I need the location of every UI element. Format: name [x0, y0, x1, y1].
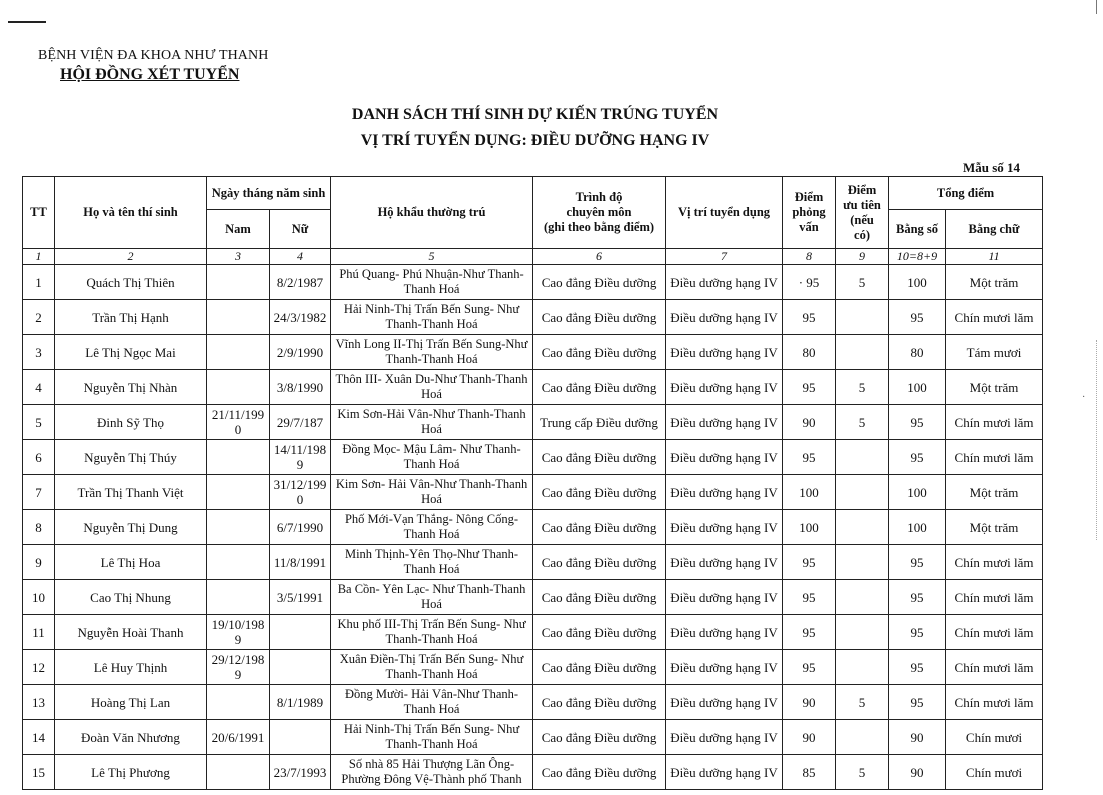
dob-male	[207, 440, 270, 475]
dob-male	[207, 545, 270, 580]
column-number: 7	[666, 249, 783, 265]
candidate-name: Hoàng Thị Lan	[55, 685, 207, 720]
header-priority-l1: Điểm	[847, 182, 877, 197]
total-score: 90	[889, 755, 946, 790]
qualification: Cao đẳng Điều dưỡng	[533, 755, 666, 790]
dob-female: 6/7/1990	[270, 510, 331, 545]
interview-score: 95	[783, 615, 836, 650]
qualification: Cao đẳng Điều dưỡng	[533, 615, 666, 650]
permanent-address: Đồng Mười- Hải Vân-Như Thanh-Thanh Hoá	[331, 685, 533, 720]
dob-male: 20/6/1991	[207, 720, 270, 755]
dob-male	[207, 300, 270, 335]
total-score: 100	[889, 370, 946, 405]
total-score-words: Tám mươi	[946, 335, 1043, 370]
total-score: 80	[889, 335, 946, 370]
priority-score: 5	[836, 370, 889, 405]
permanent-address: Ba Cồn- Yên Lạc- Như Thanh-Thanh Hoá	[331, 580, 533, 615]
document-title: DANH SÁCH THÍ SINH DỰ KIẾN TRÚNG TUYỂN	[351, 106, 719, 123]
position-applied: Điều dưỡng hạng IV	[666, 510, 783, 545]
row-number: 7	[23, 475, 55, 510]
table-row	[23, 545, 1043, 580]
total-score: 95	[889, 580, 946, 615]
priority-score: 5	[836, 265, 889, 300]
column-number: 4	[270, 249, 331, 265]
permanent-address: Hải Ninh-Thị Trấn Bến Sung- Như Thanh-Thanh Hoá	[331, 720, 533, 755]
table-row	[23, 650, 1043, 685]
dob-male	[207, 580, 270, 615]
interview-score: 85	[783, 755, 836, 790]
dob-male	[207, 370, 270, 405]
total-score-words: Một trăm	[946, 510, 1043, 545]
form-number: Mẫu số 14	[963, 160, 1021, 175]
permanent-address: Xuân Điền-Thị Trấn Bến Sung- Như Thanh-Thanh Hoá	[331, 650, 533, 685]
row-number: 9	[23, 545, 55, 580]
column-number: 5	[331, 249, 533, 265]
dob-male	[207, 265, 270, 300]
qualification: Cao đẳng Điều dưỡng	[533, 335, 666, 370]
priority-score	[836, 300, 889, 335]
permanent-address: Kim Sơn-Hải Vân-Như Thanh-Thanh Hoá	[331, 405, 533, 440]
qualification: Cao đẳng Điều dưỡng	[533, 440, 666, 475]
table-row	[23, 580, 1043, 615]
total-score: 95	[889, 405, 946, 440]
total-score-words: Chín mươi lăm	[946, 440, 1043, 475]
top-rule	[8, 21, 46, 23]
total-score-words: Chín mươi lăm	[946, 545, 1043, 580]
qualification: Cao đẳng Điều dưỡng	[533, 580, 666, 615]
column-number: 10=8+9	[889, 249, 946, 265]
total-score: 100	[889, 510, 946, 545]
table-row	[23, 615, 1043, 650]
total-score-words: Chín mươi lăm	[946, 405, 1043, 440]
permanent-address: Minh Thịnh-Yên Thọ-Như Thanh-Thanh Hoá	[331, 545, 533, 580]
total-score-words: Một trăm	[946, 475, 1043, 510]
total-score-words: Chín mươi lăm	[946, 685, 1043, 720]
total-score-words: Chín mươi	[946, 755, 1043, 790]
row-number: 11	[23, 615, 55, 650]
qualification: Cao đẳng Điều dưỡng	[533, 475, 666, 510]
row-number: 12	[23, 650, 55, 685]
header-qualification-l3: (ghi theo bằng điểm)	[543, 220, 655, 234]
qualification: Cao đẳng Điều dưỡng	[533, 545, 666, 580]
header-qualification-l2: chuyên môn	[566, 205, 632, 219]
qualification: Cao đẳng Điều dưỡng	[533, 370, 666, 405]
table-row	[23, 755, 1043, 790]
position-applied: Điều dưỡng hạng IV	[666, 335, 783, 370]
row-number: 6	[23, 440, 55, 475]
candidate-name: Nguyễn Hoài Thanh	[55, 615, 207, 650]
interview-score: 90	[783, 720, 836, 755]
interview-score: 95	[783, 545, 836, 580]
candidate-name: Nguyễn Thị Dung	[55, 510, 207, 545]
header-dob: Ngày tháng năm sinh	[207, 177, 331, 210]
header-priority	[836, 177, 889, 249]
candidate-table	[22, 176, 1043, 790]
interview-score: 95	[783, 650, 836, 685]
header-interview-l2: phỏng	[792, 205, 826, 219]
qualification: Cao đẳng Điều dưỡng	[533, 300, 666, 335]
column-numbering-row	[23, 249, 1043, 265]
position-applied: Điều dưỡng hạng IV	[666, 370, 783, 405]
table-row	[23, 335, 1043, 370]
row-number: 14	[23, 720, 55, 755]
total-score: 95	[889, 650, 946, 685]
table-row	[23, 265, 1043, 300]
column-number: 8	[783, 249, 836, 265]
table-row	[23, 300, 1043, 335]
scan-margin-mark	[1096, 340, 1100, 540]
permanent-address: Số nhà 85 Hải Thượng Lãn Ông-Phường Đông Vệ-Thành phố Thanh	[331, 755, 533, 790]
header-priority-l4: có)	[854, 227, 870, 242]
row-number: 1	[23, 265, 55, 300]
column-number: 3	[207, 249, 270, 265]
header-total-words: Bằng chữ	[946, 210, 1043, 249]
priority-score	[836, 510, 889, 545]
interview-score: · 95	[783, 265, 836, 300]
permanent-address: Kim Sơn- Hải Vân-Như Thanh-Thanh Hoá	[331, 475, 533, 510]
priority-score	[836, 580, 889, 615]
qualification: Cao đẳng Điều dưỡng	[533, 510, 666, 545]
candidate-name: Lê Thị Phương	[55, 755, 207, 790]
position-applied: Điều dưỡng hạng IV	[666, 545, 783, 580]
interview-score: 90	[783, 685, 836, 720]
priority-score	[836, 440, 889, 475]
table-row	[23, 720, 1043, 755]
row-number: 15	[23, 755, 55, 790]
priority-score	[836, 475, 889, 510]
page-edge-mark	[1096, 0, 1097, 14]
column-number: 2	[55, 249, 207, 265]
header-interview-l1: Điểm	[794, 190, 824, 204]
qualification: Cao đẳng Điều dưỡng	[533, 650, 666, 685]
total-score-words: Chín mươi	[946, 720, 1043, 755]
interview-score: 100	[783, 510, 836, 545]
row-number: 2	[23, 300, 55, 335]
header-tt: TT	[23, 177, 55, 249]
position-applied: Điều dưỡng hạng IV	[666, 580, 783, 615]
column-number: 11	[946, 249, 1043, 265]
header-female: Nữ	[270, 210, 331, 249]
permanent-address: Phố Mới-Vạn Thắng- Nông Cống-Thanh Hoá	[331, 510, 533, 545]
total-score-words: Chín mươi lăm	[946, 650, 1043, 685]
position-applied: Điều dưỡng hạng IV	[666, 440, 783, 475]
dob-male	[207, 335, 270, 370]
dob-male: 29/12/198 9	[207, 650, 270, 685]
row-number: 8	[23, 510, 55, 545]
row-number: 4	[23, 370, 55, 405]
dob-female: 3/5/1991	[270, 580, 331, 615]
header-total-number: Bằng số	[889, 210, 946, 249]
interview-score: 95	[783, 300, 836, 335]
dob-female	[270, 720, 331, 755]
candidate-name: Trần Thị Thanh Việt	[55, 475, 207, 510]
priority-score	[836, 615, 889, 650]
candidate-name: Nguyễn Thị Nhàn	[55, 370, 207, 405]
row-number: 13	[23, 685, 55, 720]
row-number: 10	[23, 580, 55, 615]
total-score: 95	[889, 300, 946, 335]
priority-score: 5	[836, 405, 889, 440]
header-qualification-l1: Trình độ	[575, 190, 623, 204]
qualification: Cao đẳng Điều dưỡng	[533, 685, 666, 720]
qualification: Cao đẳng Điều dưỡng	[533, 265, 666, 300]
document-subtitle: VỊ TRÍ TUYỂN DỤNG: ĐIỀU DƯỠNG HẠNG IV	[360, 132, 710, 149]
total-score: 95	[889, 615, 946, 650]
dob-female	[270, 650, 331, 685]
dob-male	[207, 510, 270, 545]
dob-female: 14/11/198 9	[270, 440, 331, 475]
permanent-address: Khu phố III-Thị Trấn Bến Sung- Như Thanh-Thanh Hoá	[331, 615, 533, 650]
dob-female: 3/8/1990	[270, 370, 331, 405]
header-qualification	[533, 177, 666, 249]
interview-score: 80	[783, 335, 836, 370]
priority-score: 5	[836, 755, 889, 790]
dob-female: 2/9/1990	[270, 335, 331, 370]
qualification: Trung cấp Điều dưỡng	[533, 405, 666, 440]
header-total: Tổng điểm	[889, 177, 1043, 210]
column-number: 1	[23, 249, 55, 265]
candidate-name: Trần Thị Hạnh	[55, 300, 207, 335]
permanent-address: Phú Quang- Phú Nhuận-Như Thanh-Thanh Hoá	[331, 265, 533, 300]
dob-male: 21/11/199 0	[207, 405, 270, 440]
row-number: 3	[23, 335, 55, 370]
table-row	[23, 475, 1043, 510]
total-score-words: Chín mươi lăm	[946, 300, 1043, 335]
header-priority-l2: ưu tiên	[843, 197, 881, 212]
interview-score: 95	[783, 440, 836, 475]
dob-male: 19/10/198 9	[207, 615, 270, 650]
total-score-words: Chín mươi lăm	[946, 615, 1043, 650]
header-priority-l3: (nếu	[850, 212, 874, 227]
council-name: HỘI ĐỒNG XÉT TUYỂN	[60, 66, 240, 83]
header-interview	[783, 177, 836, 249]
candidate-name: Cao Thị Nhung	[55, 580, 207, 615]
dob-female: 8/2/1987	[270, 265, 331, 300]
total-score: 90	[889, 720, 946, 755]
candidate-name: Lê Thị Hoa	[55, 545, 207, 580]
interview-score: 95	[783, 580, 836, 615]
dob-female: 31/12/199 0	[270, 475, 331, 510]
header-address: Hộ khẩu thường trú	[331, 177, 533, 249]
total-score: 95	[889, 545, 946, 580]
column-number: 6	[533, 249, 666, 265]
total-score-words: Một trăm	[946, 265, 1043, 300]
candidate-name: Đoàn Văn Nhương	[55, 720, 207, 755]
total-score-words: Chín mươi lăm	[946, 580, 1043, 615]
table-row	[23, 685, 1043, 720]
candidate-name: Quách Thị Thiên	[55, 265, 207, 300]
priority-score	[836, 335, 889, 370]
priority-score	[836, 650, 889, 685]
candidate-name: Đinh Sỹ Thọ	[55, 405, 207, 440]
candidate-name: Lê Thị Ngọc Mai	[55, 335, 207, 370]
dob-male	[207, 685, 270, 720]
position-applied: Điều dưỡng hạng IV	[666, 650, 783, 685]
table-row	[23, 405, 1043, 440]
dob-female: 23/7/1993	[270, 755, 331, 790]
total-score-words: Một trăm	[946, 370, 1043, 405]
position-applied: Điều dưỡng hạng IV	[666, 685, 783, 720]
dob-female: 11/8/1991	[270, 545, 331, 580]
position-applied: Điều dưỡng hạng IV	[666, 755, 783, 790]
dob-female: 29/7/187	[270, 405, 331, 440]
position-applied: Điều dưỡng hạng IV	[666, 300, 783, 335]
total-score: 100	[889, 265, 946, 300]
permanent-address: Thôn III- Xuân Du-Như Thanh-Thanh Hoá	[331, 370, 533, 405]
total-score: 100	[889, 475, 946, 510]
position-applied: Điều dưỡng hạng IV	[666, 720, 783, 755]
dob-male	[207, 475, 270, 510]
candidate-name: Lê Huy Thịnh	[55, 650, 207, 685]
total-score: 95	[889, 685, 946, 720]
priority-score	[836, 720, 889, 755]
priority-score: 5	[836, 685, 889, 720]
position-applied: Điều dưỡng hạng IV	[666, 405, 783, 440]
dob-female	[270, 615, 331, 650]
table-row	[23, 510, 1043, 545]
total-score: 95	[889, 440, 946, 475]
column-number: 9	[836, 249, 889, 265]
interview-score: 95	[783, 370, 836, 405]
header-position: Vị trí tuyển dụng	[666, 177, 783, 249]
margin-scribble: ·	[1082, 392, 1086, 403]
table-row	[23, 440, 1043, 475]
qualification: Cao đẳng Điều dưỡng	[533, 720, 666, 755]
candidate-name: Nguyễn Thị Thúy	[55, 440, 207, 475]
permanent-address: Đồng Mọc- Mậu Lâm- Như Thanh-Thanh Hoá	[331, 440, 533, 475]
dob-female: 24/3/1982	[270, 300, 331, 335]
position-applied: Điều dưỡng hạng IV	[666, 475, 783, 510]
dob-female: 8/1/1989	[270, 685, 331, 720]
position-applied: Điều dưỡng hạng IV	[666, 265, 783, 300]
priority-score	[836, 545, 889, 580]
interview-score: 100	[783, 475, 836, 510]
permanent-address: Hải Ninh-Thị Trấn Bến Sung- Như Thanh-Thanh Hoá	[331, 300, 533, 335]
organization-name: BỆNH VIỆN ĐA KHOA NHƯ THANH	[38, 48, 269, 63]
row-number: 5	[23, 405, 55, 440]
header-male: Nam	[207, 210, 270, 249]
table-row	[23, 370, 1043, 405]
header-name: Họ và tên thí sinh	[55, 177, 207, 249]
header-interview-l3: vấn	[799, 220, 819, 234]
interview-score: 90	[783, 405, 836, 440]
permanent-address: Vĩnh Long II-Thị Trấn Bến Sung-Như Thanh-Thanh Hoá	[331, 335, 533, 370]
dob-male	[207, 755, 270, 790]
position-applied: Điều dưỡng hạng IV	[666, 615, 783, 650]
